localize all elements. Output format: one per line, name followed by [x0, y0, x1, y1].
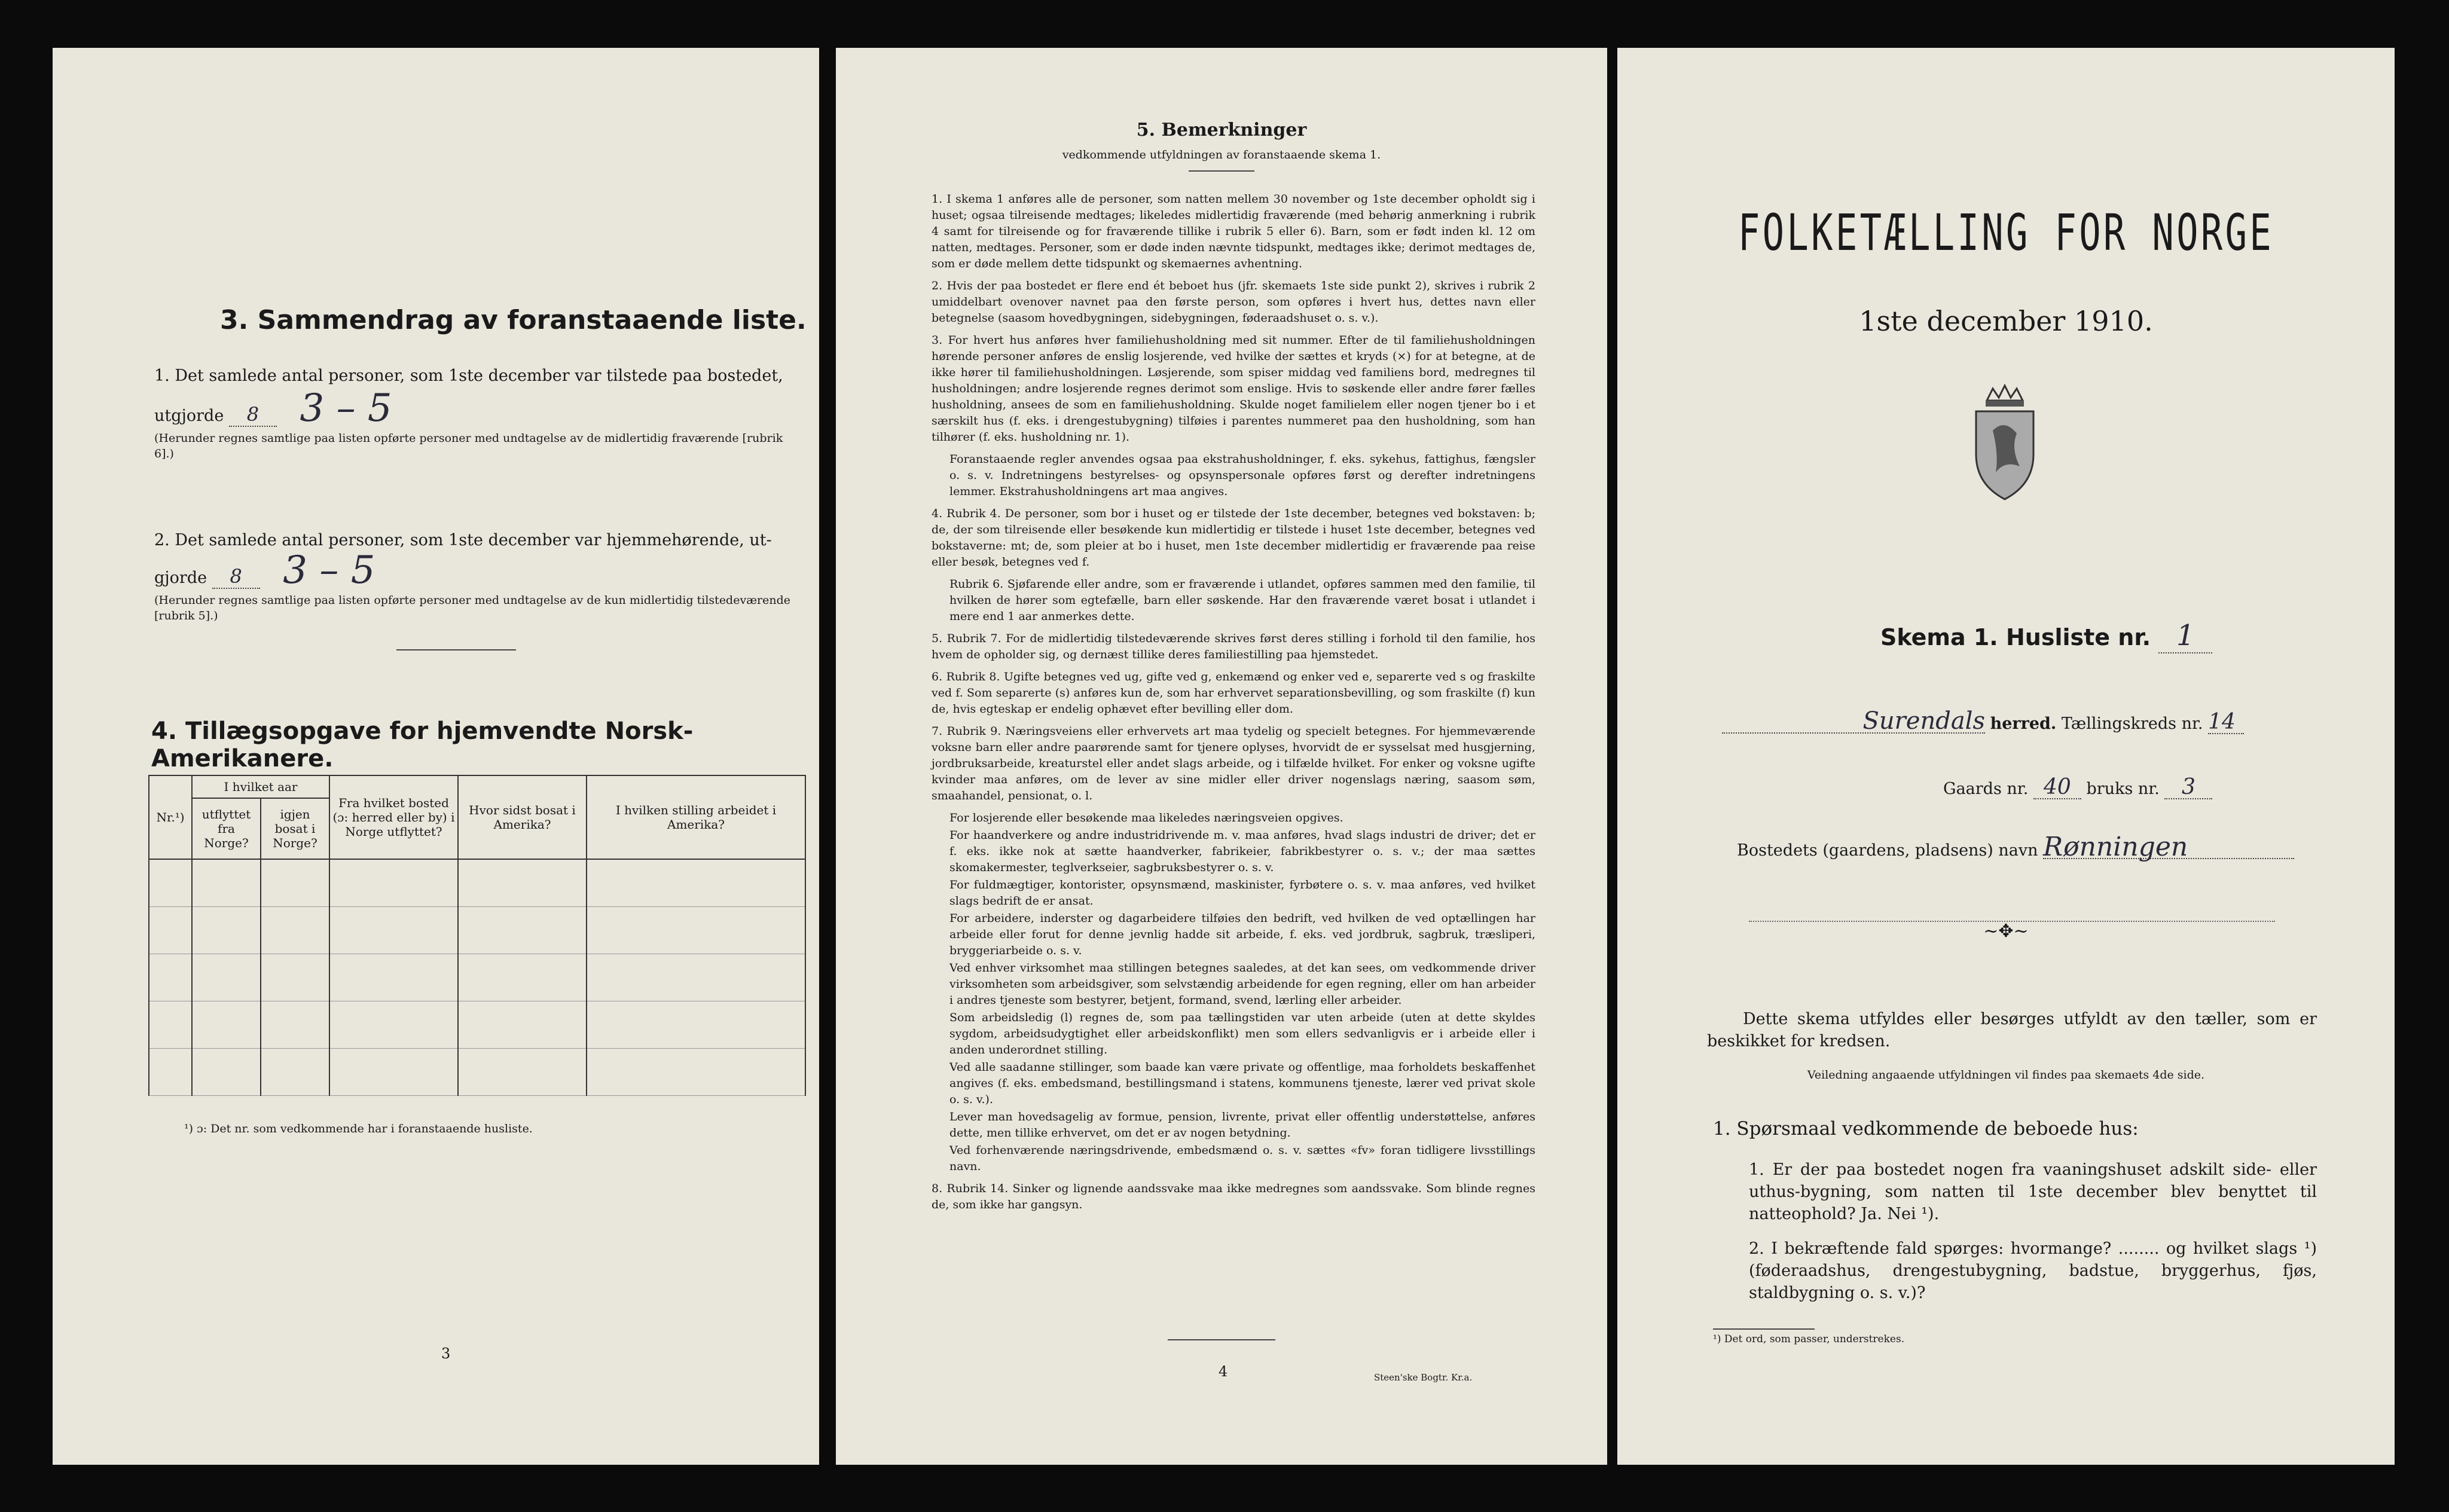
col-group: I hvilket aar: [192, 775, 329, 798]
remark: Ved forhenværende næringsdrivende, embedsmænd o. s. v. sættes «fv» foran tidligere livsstillings navn.: [949, 1144, 1535, 1173]
bruks-label: bruks nr.: [2086, 780, 2160, 798]
table-row: [149, 954, 805, 1001]
gaards-label: Gaards nr.: [1943, 780, 2029, 798]
table-row: [149, 1001, 805, 1049]
item2-value: 8: [212, 566, 260, 589]
item2-label: gjorde: [154, 569, 207, 587]
section4-title: 4. Tillægsopgave for hjemvendte Norsk-Amerikanere.: [151, 717, 694, 772]
husliste-number: 1: [2158, 619, 2212, 653]
page-number: 3: [441, 1345, 451, 1362]
divider: [1189, 170, 1254, 172]
document-date: 1ste december 1910.: [1859, 305, 2153, 337]
page-3: [53, 48, 819, 1465]
bruks-value: 3: [2164, 776, 2212, 799]
question-1: 1. Er der paa bostedet nogen fra vaaningshuset adskilt side- eller uthus-bygning, som natten til 1ste december blev benyttet til natteophold? Ja. Nei ¹).: [1749, 1160, 2317, 1223]
question-2: 2. I bekræftende fald spørges: hvormange? ........ og hvilket slags ¹) (føderaadshus, drengestubygning, badstue, bryggerhus, fjøs, staldbygning o. s. v.)?: [1749, 1239, 2317, 1302]
col-amerika: Hvor sidst bosat i Amerika?: [458, 775, 587, 859]
item2-handwritten: 3 – 5: [283, 548, 375, 592]
remark: Ved enhver virksomhet maa stillingen betegnes saaledes, at det kan sees, om vedkommende driver virksomheten som arbeidsgiver, som selvstændig arbeidende for egen regning, eller om han arbeider i andres tjeneste som bestyrer, betjent, formand, svend, lærling eller arbeider.: [949, 961, 1535, 1007]
gaards-value: 40: [2033, 776, 2081, 799]
table-row: [149, 907, 805, 954]
item1-label: utgjorde: [154, 407, 224, 425]
item2-text: 2. Det samlede antal personer, som 1ste december var hjemmehørende, ut-: [154, 531, 772, 549]
remark: 5. Rubrik 7. For de midlertidig tilstedeværende skrives først deres stilling i forhold til den familie, hos hvem de opholder sig, og dernæst tillike deres familiestilling paa hjemstedet.: [932, 632, 1535, 661]
page-4: [836, 48, 1607, 1465]
section4-footnote: ¹) ɔ: Det nr. som vedkommende har i foranstaaende husliste.: [184, 1122, 533, 1135]
page-number: 4: [1219, 1363, 1228, 1380]
remarks-subtitle: vedkommende utfyldningen av foranstaaende skema 1.: [1062, 148, 1381, 161]
remark: For haandverkere og andre industridrivende m. v. maa anføres, hvad slags industri de driver; det er f. eks. ikke nok at sætte haandverker, fabrikeier, fabrikbestyrer o. s. v.; der maa sættes skomakermester, teglverkseier, sagbruksbestyrer o. s. v.: [949, 829, 1535, 874]
ornament-icon: ~✥~: [1983, 921, 2029, 942]
kreds-label: Tællingskreds nr.: [2061, 714, 2203, 733]
remark: Rubrik 6. Sjøfarende eller andre, som er fraværende i utlandet, opføres sammen med den familie, til hvilken de hører som egtefælle, barn eller søskende. Har den fraværende været bosat i utlandet i mere end 1 aar anmerkes dette.: [949, 578, 1535, 623]
herred-label: herred.: [1990, 714, 2057, 733]
item1-note: (Herunder regnes samtlige paa listen opførte personer med undtagelse av de midlertidig fraværende [rubrik 6].): [154, 432, 783, 460]
divider: [1713, 1328, 1815, 1330]
herred-value: Surendals: [1722, 710, 1985, 734]
remark: For fuldmægtiger, kontorister, opsynsmænd, maskinister, fyrbøtere o. s. v. maa anføres, ved hvilket slags bedrift de er ansat.: [949, 878, 1535, 908]
footnote: ¹) Det ord, som passer, understrekes.: [1713, 1333, 1905, 1345]
item1-text: 1. Det samlede antal personer, som 1ste december var tilstede paa bostedet,: [154, 366, 783, 385]
document-title: FOLKETÆLLING FOR NORGE: [1737, 203, 2274, 262]
herred-line: [1722, 707, 2380, 735]
col-utflyttet: utflyttet fra Norge?: [192, 798, 261, 859]
skema-line: [1880, 619, 2212, 653]
item1-value: 8: [229, 404, 277, 427]
remark: Som arbeidsledig (l) regnes de, som paa tællingstiden var uten arbeide (uten at dette skyldes sygdom, arbeidsudygtighet eller arbeidskonflikt) men som ellers sedvanligvis er i arbeide eller i anden underordnet stilling.: [949, 1011, 1535, 1056]
col-nr: Nr.¹): [149, 775, 192, 859]
section3-item1: [154, 365, 800, 462]
norwegian-coat-of-arms-icon: [1963, 383, 2047, 502]
remark: 7. Rubrik 9. Næringsveiens eller erhvervets art maa tydelig og specielt betegnes. For hjemmeværende voksne barn eller andre paarørende samt for tjenere oplyses, hvorvidt de er sysselsat med husgjerning, jordbruksarbeide, kreaturstel eller andet slags arbeide, og i tilfælde hvilket. For enker og voksne ugifte kvinder maa anføres, om de lever av sine midler eller driver nogenslags næring, saasom søm, smaahandel, pensionat, o. l.: [932, 725, 1535, 802]
remark: 8. Rubrik 14. Sinker og lignende aandssvake maa ikke medregnes som aandssvake. Som blinde regnes de, som ikke har gangsyn.: [932, 1182, 1535, 1211]
col-bosat: igjen bosat i Norge?: [261, 798, 329, 859]
remark: 6. Rubrik 8. Ugifte betegnes ved ug, gifte ved g, enkemænd og enker ved e, separerte ved s og fraskilte ved f. Som separerte (s) anføres kun de, som har erhvervet separationsbevilling, og som fraskilte (f) kun de, hvis egteskap er endelig ophævet efter bevilling eller dom.: [932, 670, 1535, 716]
item2-note: (Herunder regnes samtlige paa listen opførte personer med undtagelse av de kun midlertidig tilstedeværende [rubrik 5].): [154, 594, 791, 622]
divider: [1168, 1339, 1275, 1340]
col-bosted: Fra hvilket bosted (ɔ: herred eller by) i Norge utflyttet?: [329, 775, 458, 859]
bosted-label: Bostedets (gaardens, pladsens) navn: [1737, 841, 2038, 860]
kreds-value: 14: [2208, 711, 2244, 734]
item1-handwritten: 3 – 5: [300, 386, 392, 430]
col-stilling: I hvilken stilling arbeidet i Amerika?: [587, 775, 805, 859]
bosted-value: Rønningen: [2043, 836, 2294, 859]
section3-title: 3. Sammendrag av foranstaaende liste.: [220, 305, 807, 335]
section3-item2: [154, 529, 800, 624]
remarks-title: 5. Bemerkninger: [1136, 120, 1307, 140]
remark: 2. Hvis der paa bostedet er flere end ét beboet hus (jfr. skemaets 1ste side punkt 2), skrives i rubrik 2 umiddelbart ovenover navnet paa den første person, som opføres i hvert hus, dettes navn eller betegnelse (saasom hovedbygningen, sidebygningen, føderaadshuset o. s. v.).: [932, 279, 1535, 325]
remark: For arbeidere, inderster og dagarbeidere tilføies den bedrift, ved hvilken de ved optællingen har arbeide eller forut for denne jevnlig hadde sit arbeide, f. eks. ved jordbruk, sagbruk, træsliperi, bryggeriarbeide o. s. v.: [949, 912, 1535, 957]
table-row: [149, 1049, 805, 1096]
questions-heading: 1. Spørsmaal vedkommende de beboede hus:: [1713, 1118, 2139, 1140]
remark: Foranstaaende regler anvendes ogsaa paa ekstrahusholdninger, f. eks. sykehus, fattighus, fængsler o. s. v. Indretningens bestyrelses- og opsynspersonale opføres først og derefter indretningens lemmer. Ekstrahusholdningens art maa angives.: [949, 453, 1535, 498]
skema-label: Skema 1. Husliste nr.: [1880, 624, 2151, 650]
intro-note: Veiledning angaaende utfyldningen vil findes paa skemaets 4de side.: [1807, 1068, 2205, 1082]
remark: Lever man hovedsagelig av formue, pension, livrente, privat eller offentlig understøttelse, anføres dette, men tillike erhvervet, om det er av nogen betydning.: [949, 1110, 1535, 1140]
table-row: [149, 859, 805, 907]
page-1: [1617, 48, 2395, 1465]
bosted-line: [1737, 832, 2294, 862]
remark: 4. Rubrik 4. De personer, som bor i huset og er tilstede der 1ste december, betegnes ved bokstaven: b; de, der som tilreisende eller besøkende kun midlertidig er tilstede i huset 1ste december, betegnes ved bokstaverne: mt; de, som pleier at bo i huset, men 1ste december midlertidig er fraværende paa reise eller besøk, betegnes ved f.: [932, 507, 1535, 569]
remark: 1. I skema 1 anføres alle de personer, som natten mellem 30 november og 1ste december opholdt sig i huset; ogsaa tilreisende medtages; likeledes midlertidig fraværende (med behørig anmerkning i rubrik 4 samt for tilreisende og for fraværende tillike i rubrik 5 eller 6). Barn, som er født inden kl. 12 om natten, medtages. Personer, som er døde inden nævnte tidspunkt, medtages ikke; derimot medtages de, som er døde mellem dette tidspunkt og skemaernes avhentning.: [932, 193, 1535, 270]
remark: For losjerende eller besøkende maa likeledes næringsveien opgives.: [949, 811, 1343, 824]
printer-mark: Steen'ske Bogtr. Kr.a.: [1374, 1372, 1473, 1383]
intro-text: Dette skema utfyldes eller besørges utfyldt av den tæller, som er beskikket for kredsen.: [1707, 1010, 2317, 1050]
remarks-list: [932, 191, 1535, 1219]
norsk-amerikanere-table: [148, 775, 806, 1096]
gaards-line: [1943, 776, 2212, 800]
divider: [396, 649, 516, 650]
remark: Ved alle saadanne stillinger, som baade kan være private og offentlige, maa forholdets beskaffenhet angives (f. eks. embedsmand, bestillingsmand i statens, kommunens tjeneste, lærer ved privat skole o. s. v.).: [949, 1061, 1535, 1106]
remark: 3. For hvert hus anføres hver familiehusholdning med sit nummer. Efter de til familiehusholdningen hørende personer anføres de enslig losjerende, ved hvilke der sættes et kryds (×) for at betegne, at de ikke hører til familiehusholdningen. Løsjerende, som spiser middag ved familiens bord, medregnes til husholdningen; andre losjerende regnes derimot som enslige. Hvis to søskende eller andre fører fælles husholdning, ansees de som en familiehusholdning. Skulde noget familielem eller nogen tjener bo i et særskilt hus (f. eks. i drengestubygning) tilføies i parentes nummeret paa den husholdning, som han tilhører (f. eks. husholdning nr. 1).: [932, 334, 1535, 444]
